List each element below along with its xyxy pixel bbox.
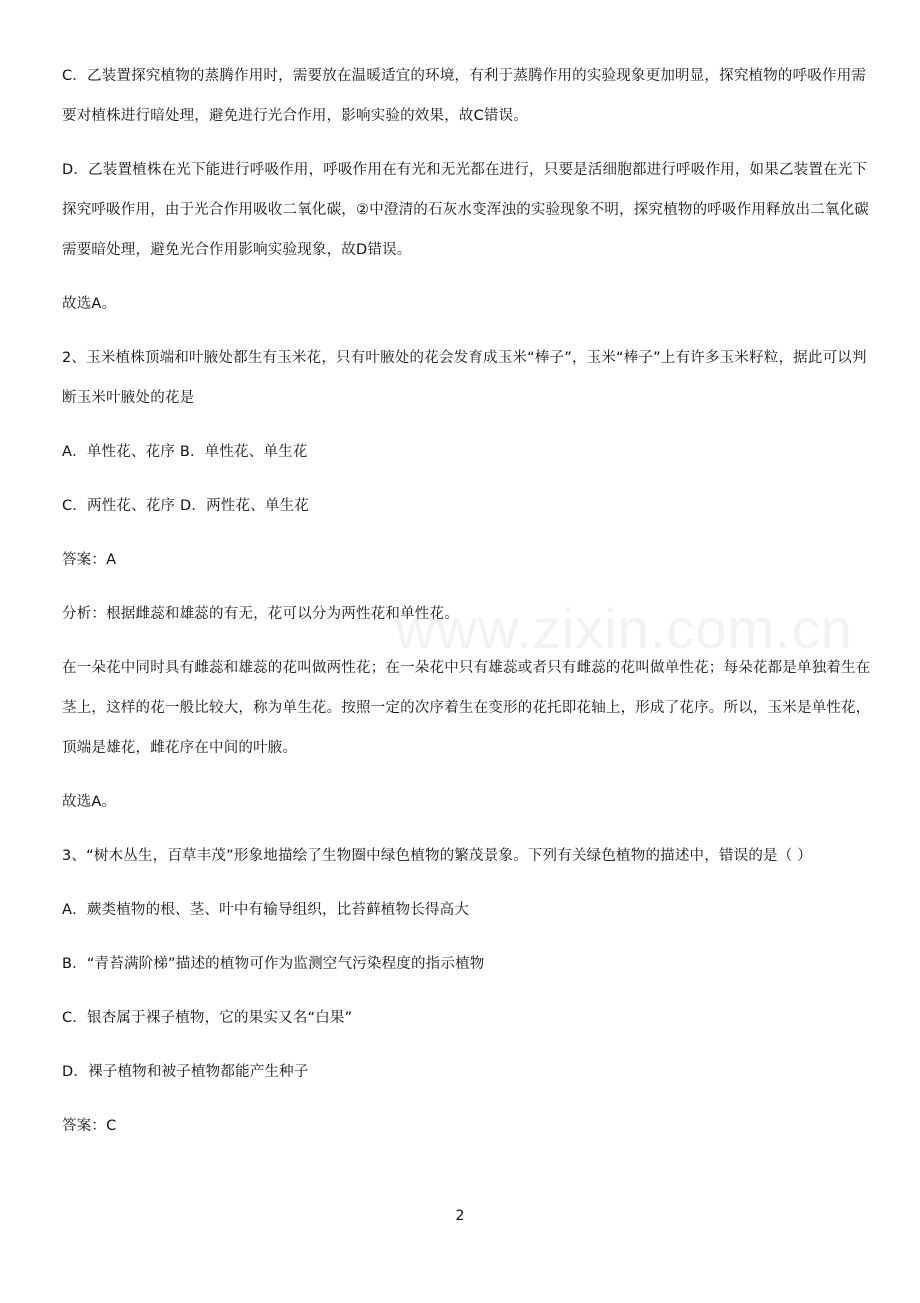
question-2-answer: 答案：A bbox=[62, 552, 117, 568]
question-2-analysis: 分析：根据雌蕊和雄蕊的有无，花可以分为两性花和单性花。 bbox=[62, 606, 459, 622]
paragraph-choose-a-1: 故选A。 bbox=[62, 296, 117, 312]
question-3-stem: 3、“树木丛生，百草丰茂”形象地描绘了生物圈中绿色植物的繁茂景象。下列有关绿色植物的描述中，错误的是（ ） bbox=[62, 848, 812, 864]
question-2-stem: 2、玉米植株顶端和叶腋处都生有玉米花，只有叶腋处的花会发育成玉米“棒子”，玉米“棒子”上有许多玉米籽粒，据此可以判断玉米叶腋处的花是 bbox=[62, 350, 867, 406]
question-2-options-cd: C．两性花、花序 D．两性花、单生花 bbox=[62, 498, 309, 514]
paragraph-option-d-explanation: D．乙装置植株在光下能进行呼吸作用，呼吸作用在有光和无光都在进行，只要是活细胞都进行呼吸作用，如果乙装置在光下探究呼吸作用，由于光合作用吸收二氧化碳，②中澄清的石灰水变浑浊的实验现象不明，探究植物的呼吸作用释放出二氧化碳需要暗处理，避免光合作用影响实验现象，故D错误。 bbox=[62, 162, 869, 258]
question-3-option-a: A．蕨类植物的根、茎、叶中有输导组织，比苔藓植物长得高大 bbox=[62, 902, 470, 918]
paragraph-option-c-explanation: C．乙装置探究植物的蒸腾作用时，需要放在温暖适宜的环境，有利于蒸腾作用的实验现象更加明显，探究植物的呼吸作用需要对植株进行暗处理，避免进行光合作用，影响实验的效果，故C错误。 bbox=[62, 68, 867, 124]
question-3-option-c: C．银杏属于裸子植物，它的果实又名“白果” bbox=[62, 1010, 353, 1026]
paragraph-choose-a-2: 故选A。 bbox=[62, 794, 117, 810]
question-2-explanation: 在一朵花中同时具有雌蕊和雄蕊的花叫做两性花；在一朵花中只有雄蕊或者只有雌蕊的花叫做单性花；每朵花都是单独着生在茎上，这样的花一般比较大，称为单生花。按照一定的次序着生在变形的花托即花轴上，形成了花序。所以，玉米是单性花，顶端是雄花，雌花序在中间的叶腋。 bbox=[62, 660, 871, 756]
page-number: 2 bbox=[455, 1208, 465, 1224]
question-3-option-d: D．裸子植物和被子植物都能产生种子 bbox=[62, 1064, 309, 1080]
page-content bbox=[62, 56, 872, 1160]
question-2-options-ab: A．单性花、花序 B．单性花、单生花 bbox=[62, 444, 308, 460]
question-3-answer: 答案：C bbox=[62, 1118, 117, 1134]
question-3-option-b: B．“青苔满阶梯”描述的植物可作为监测空气污染程度的指示植物 bbox=[62, 956, 485, 972]
watermark: www.zixin.com.cn bbox=[395, 597, 853, 660]
